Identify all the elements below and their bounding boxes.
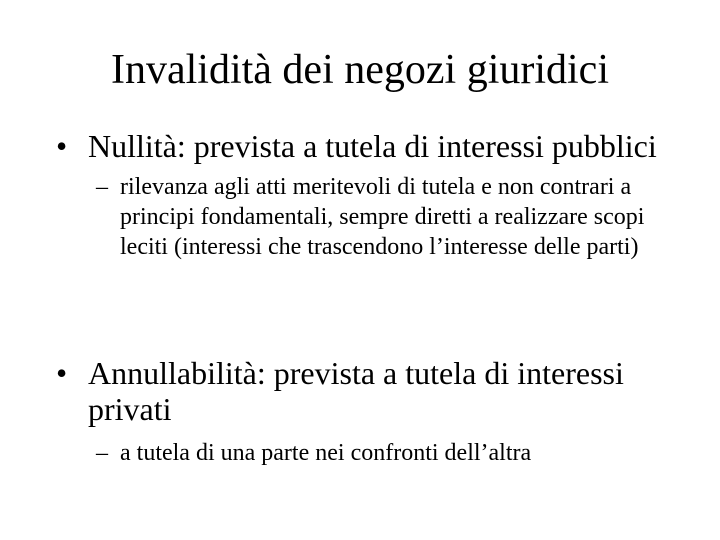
slide-title: Invalidità dei negozi giuridici xyxy=(110,47,609,93)
sub-bullet-marker: – xyxy=(96,174,108,200)
sub-bullet-text: a tutela di una parte nei confronti dell’altra xyxy=(120,440,532,466)
bullet-annullabilita xyxy=(56,355,676,427)
bullet-marker: • xyxy=(56,355,68,391)
bullet-marker: • xyxy=(56,128,68,164)
sub-bullet-text: rilevanza agli atti meritevoli di tutela e non contrari a principi fondamentali, sempre diretti a realizzare scopi leciti (interessi che trascendono l’interesse delle parti) xyxy=(120,174,645,260)
sub-bullet-nullita xyxy=(96,172,686,262)
sub-bullet-annullabilita xyxy=(96,438,686,468)
bullet-text: Annullabilità: prevista a tutela di interessi privati xyxy=(88,355,624,427)
bullet-nullita xyxy=(56,128,676,164)
sub-bullet-marker: – xyxy=(96,440,108,466)
bullet-text: Nullità: prevista a tutela di interessi pubblici xyxy=(88,128,657,164)
